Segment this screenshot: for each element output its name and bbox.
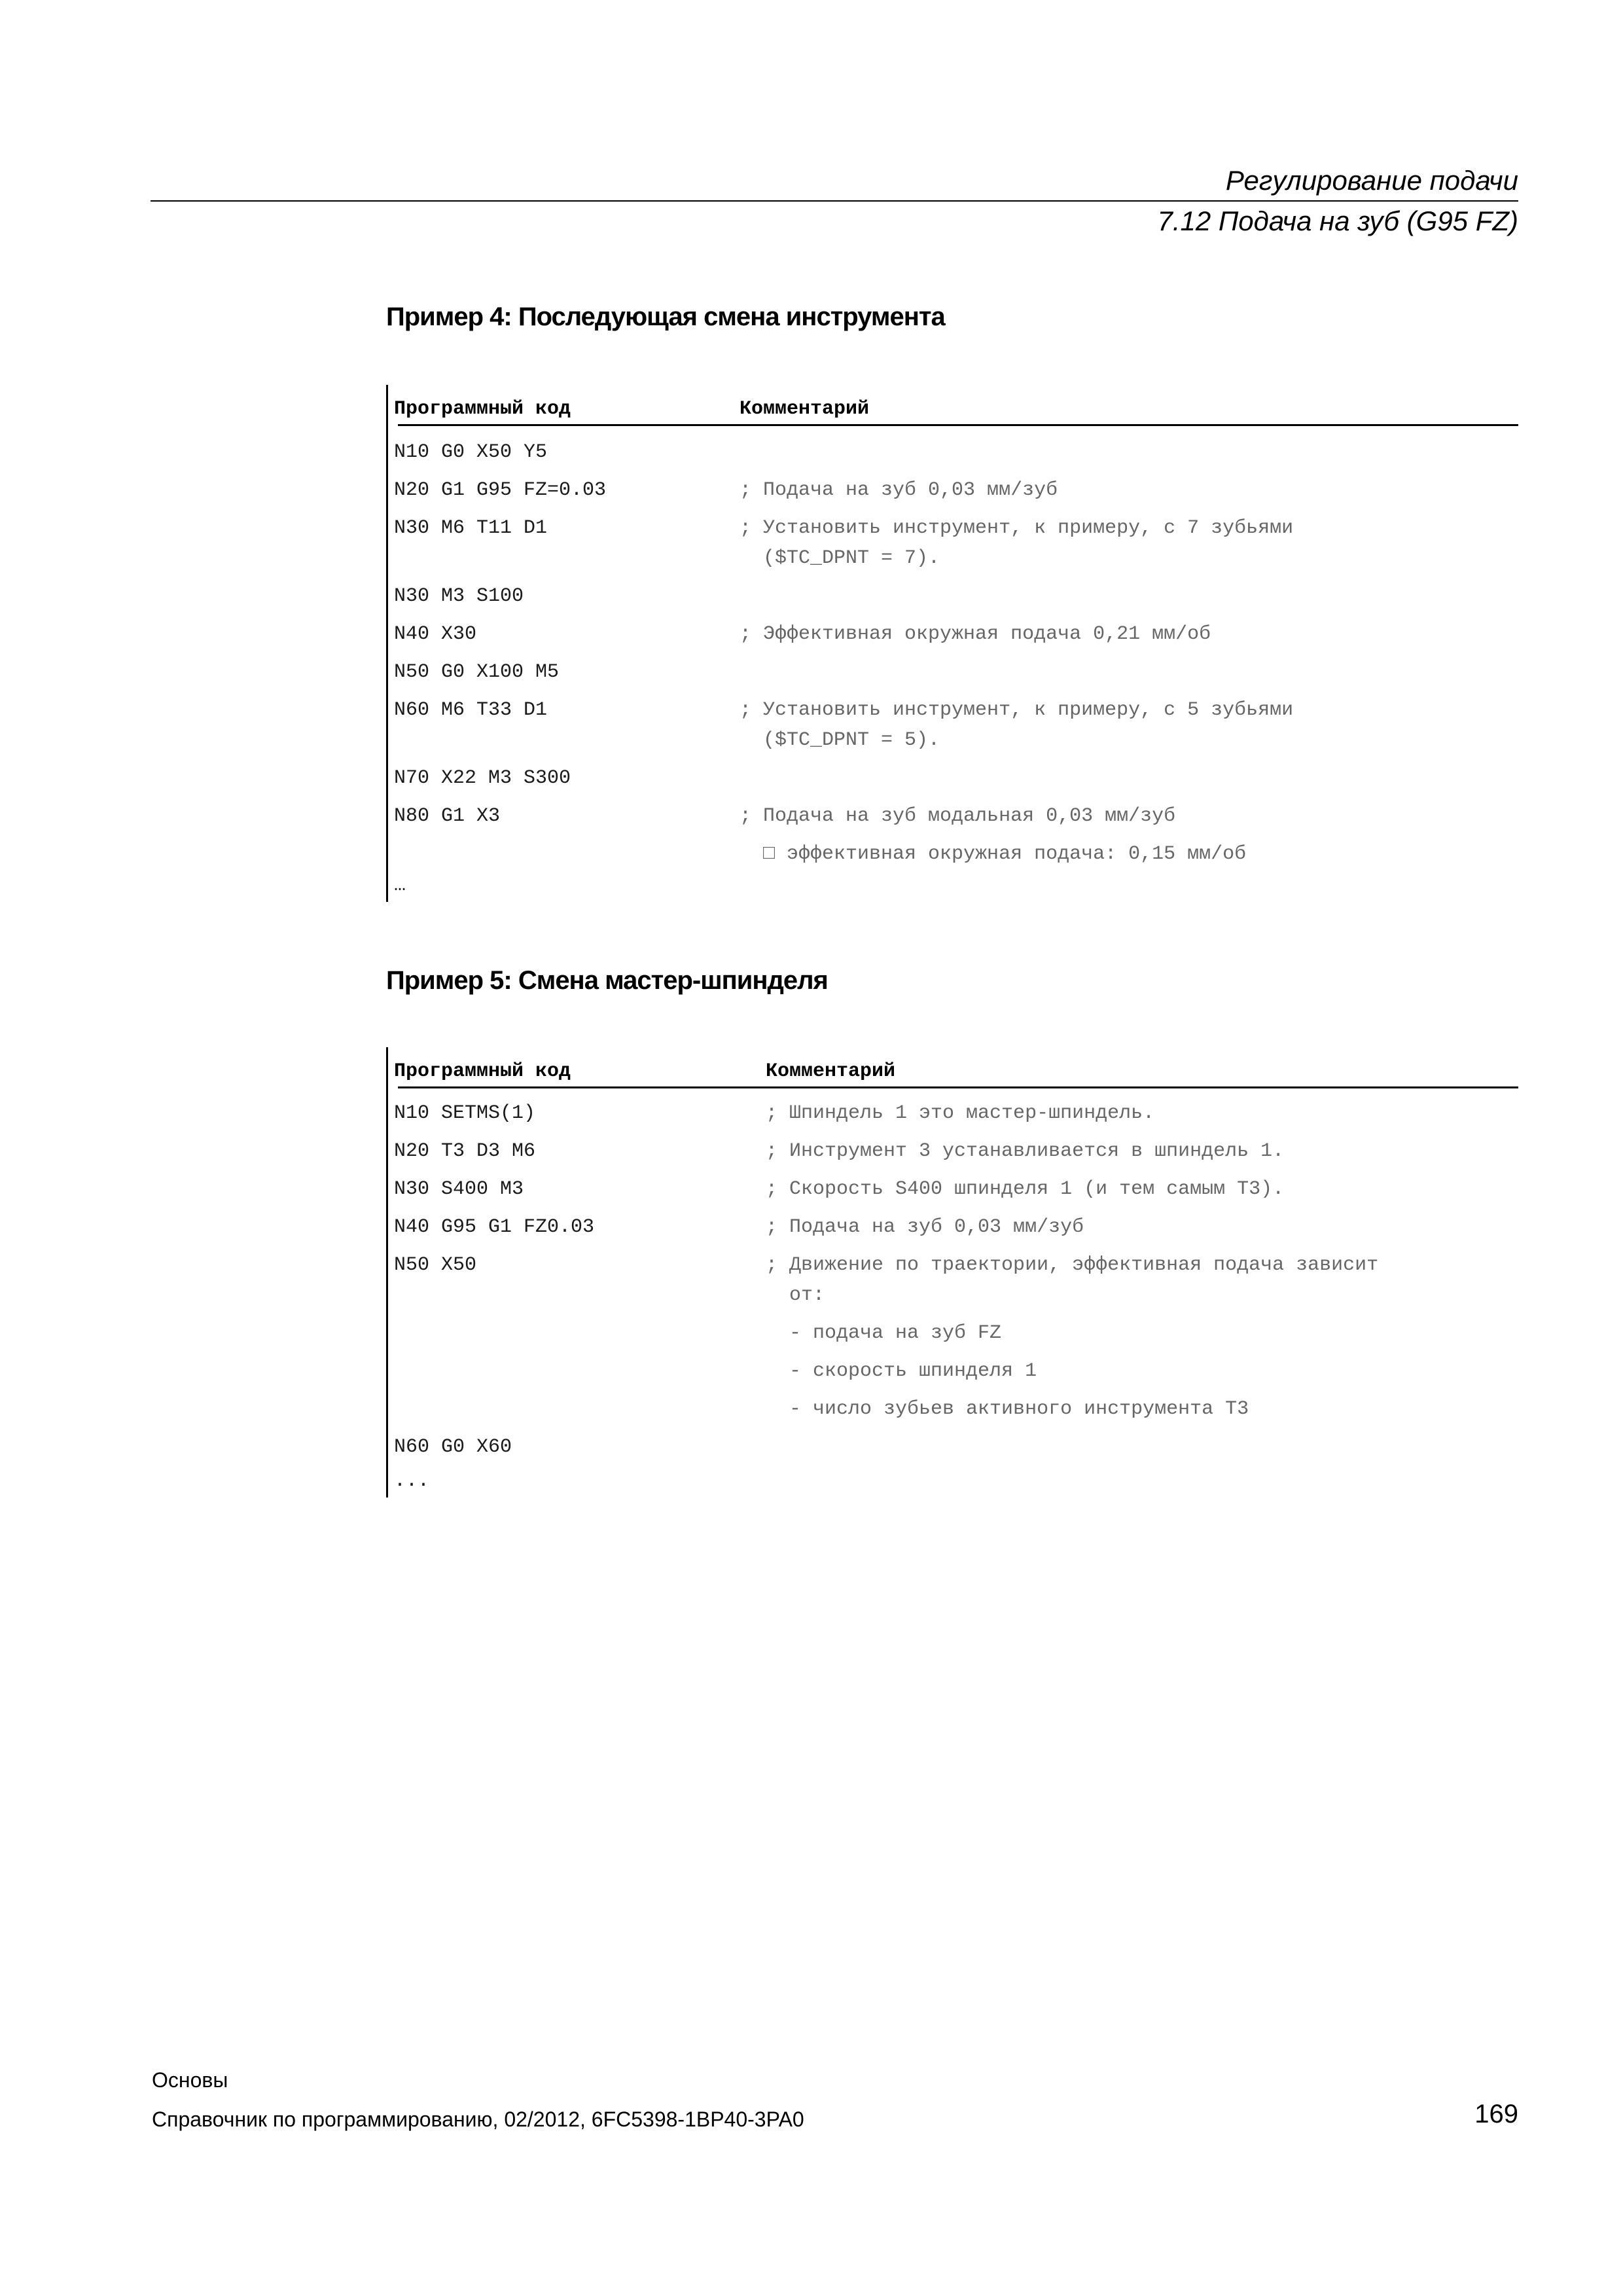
code-line: N70 X22 M3 S300 xyxy=(394,767,571,789)
col-header-code: Программный код xyxy=(394,398,571,420)
comment-line: - скорость шпинделя 1 xyxy=(766,1360,1037,1382)
comment-line: ; Скорость S400 шпинделя 1 (и тем самым T3). xyxy=(766,1178,1285,1200)
footer-manual: Справочник по программированию, 02/2012, 6FC5398-1BP40-3PA0 xyxy=(152,2108,804,2131)
header-rule xyxy=(151,200,1518,202)
code-line: N20 G1 G95 FZ=0.03 xyxy=(394,479,607,501)
comment-line: ; Подача на зуб 0,03 мм/зуб xyxy=(740,479,1058,501)
comment-line: - подача на зуб FZ xyxy=(766,1322,1002,1344)
code-line: N30 M3 S100 xyxy=(394,585,524,607)
comment-line: ; Инструмент 3 устанавливается в шпиндель 1. xyxy=(766,1140,1285,1162)
col-header-comment: Комментарий xyxy=(766,1060,896,1083)
comment-line: ; Установить инструмент, к примеру, с 5 зубьями ($TC_DPNT = 5). xyxy=(740,699,1294,751)
table-left-rule xyxy=(386,1047,388,1498)
code-line: N40 X30 xyxy=(394,623,477,645)
code-line: … xyxy=(394,874,406,897)
comment-line: □ эффективная окружная подача: 0,15 мм/об xyxy=(740,843,1247,865)
col-header-comment: Комментарий xyxy=(740,398,870,420)
comment-line: ; Установить инструмент, к примеру, с 7 зубьями ($TC_DPNT = 7). xyxy=(740,517,1294,569)
footer-product: Основы xyxy=(152,2068,228,2092)
code-line: ... xyxy=(394,1470,430,1492)
example4-title: Пример 4: Последующая смена инструмента xyxy=(386,302,945,331)
col-header-code: Программный код xyxy=(394,1060,571,1083)
code-line: N30 S400 M3 xyxy=(394,1178,524,1200)
header-rule xyxy=(398,1086,1518,1088)
code-line: N60 M6 T33 D1 xyxy=(394,699,548,721)
code-line: N50 X50 xyxy=(394,1254,477,1276)
example5-table xyxy=(386,1047,1518,1498)
comment-line: ; Движение по траектории, эффективная подача зависит от: xyxy=(766,1254,1379,1306)
comment-line: ; Шпиндель 1 это мастер-шпиндель. xyxy=(766,1102,1155,1124)
example5-title: Пример 5: Смена мастер-шпинделя xyxy=(386,966,828,995)
comment-line: ; Подача на зуб 0,03 мм/зуб xyxy=(766,1216,1084,1238)
code-line: N10 SETMS(1) xyxy=(394,1102,536,1124)
page-number: 169 xyxy=(1474,2100,1518,2128)
code-line: N60 G0 X60 xyxy=(394,1436,512,1458)
header-section: 7.12 Подача на зуб (G95 FZ) xyxy=(1157,206,1518,236)
code-line: N50 G0 X100 M5 xyxy=(394,661,560,683)
comment-line: ; Эффективная окружная подача 0,21 мм/об xyxy=(740,623,1211,645)
header-chapter: Регулирование подачи xyxy=(1225,165,1518,196)
header-rule xyxy=(398,424,1518,426)
comment-line: - число зубьев активного инструмента T3 xyxy=(766,1398,1249,1420)
table-left-rule xyxy=(386,385,388,902)
code-line: N40 G95 G1 FZ0.03 xyxy=(394,1216,595,1238)
code-line: N20 T3 D3 M6 xyxy=(394,1140,536,1162)
example4-table xyxy=(386,385,1518,902)
code-line: N10 G0 X50 Y5 xyxy=(394,441,548,463)
comment-line: ; Подача на зуб модальная 0,03 мм/зуб xyxy=(740,805,1176,827)
code-line: N80 G1 X3 xyxy=(394,805,501,827)
code-line: N30 M6 T11 D1 xyxy=(394,517,548,539)
